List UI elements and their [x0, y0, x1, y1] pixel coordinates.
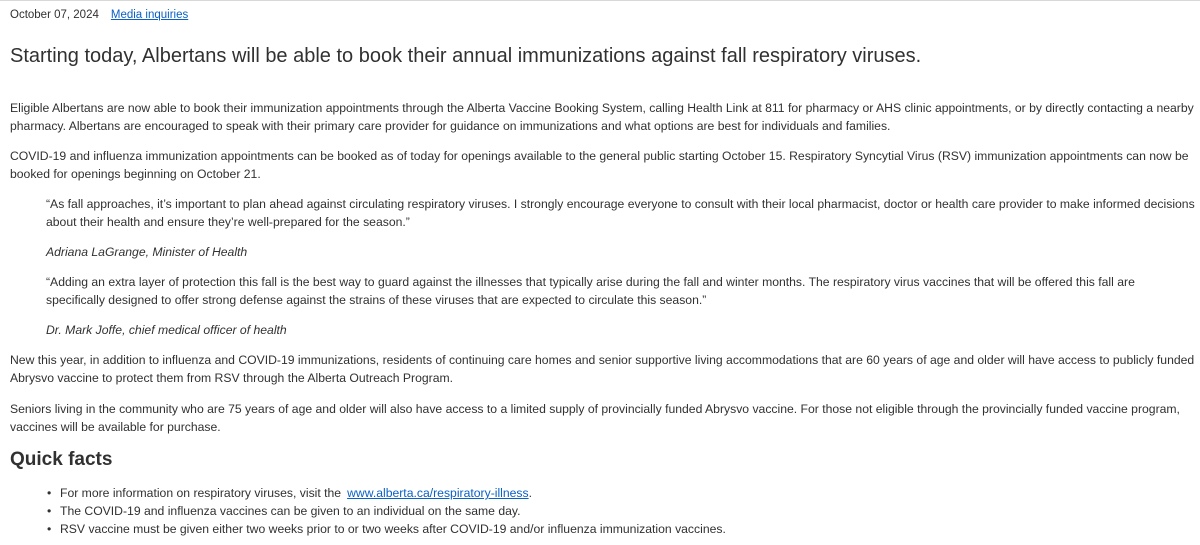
page-headline: Starting today, Albertans will be able to book their annual immunizations against fall respiratory viruses. — [10, 45, 922, 67]
fact-text: The COVID-19 and influenza vaccines can be given to an individual on the same day. — [60, 504, 521, 518]
fact-suffix: . — [528, 486, 533, 500]
bullet-icon: • — [47, 522, 52, 536]
release-date: October 07, 2024 — [10, 9, 99, 21]
respiratory-illness-link[interactable]: www.alberta.ca/respiratory-illness — [347, 486, 529, 500]
booking-paragraph: COVID-19 and influenza immunization appointments can be booked as of today for openings available to the general public starting October 15. Respiratory Syncytial Virus (RSV) immunization appointments can now be booked for openings beginning on October 21. — [10, 149, 1189, 181]
list-item — [0, 502, 726, 520]
bullet-icon: • — [47, 504, 52, 518]
continuing-care-paragraph: New this year, in addition to influenza and COVID-19 immunizations, residents of continuing care homes and senior supportive living accommodations that are 60 years of age and older will have access to publicly funded Abrysvo vaccine to protect them from RSV through the Alberta Outreach Program. — [10, 353, 1195, 385]
fact-text: For more information on respiratory viruses, visit the — [60, 486, 342, 500]
media-inquiries-link[interactable]: Media inquiries — [110, 9, 189, 21]
list-item — [0, 484, 726, 502]
top-divider — [0, 0, 1200, 1]
minister-quote: “As fall approaches, it’s important to plan ahead against circulating respiratory viruses. I strongly encourage everyone to consult with their local pharmacist, doctor or health care provider to make informed decisions about their health and ensure they’re well-prepared for the season.” — [46, 197, 1195, 229]
intro-paragraph: Eligible Albertans are now able to book their immunization appointments through the Alberta Vaccine Booking System, calling Health Link at 811 for pharmacy or AHS clinic appointments, or by directly contacting a nearby pharmacy. Albertans are encouraged to speak with their primary care provider for guidance on immunizations and what options are best for individuals and families. — [10, 101, 1194, 133]
seniors-paragraph: Seniors living in the community who are 75 years of age and older will also have access to a limited supply of provincially funded Abrysvo vaccine. For those not eligible through the provincially funded vaccine program, vaccines will be available for purchase. — [10, 402, 1180, 434]
cmoh-quote: “Adding an extra layer of protection this fall is the best way to guard against the illnesses that typically arise during the fall and winter months. The respiratory virus vaccines that will be offered this fall are specifically designed to offer strong defense against the strains of these viruses that are expected to circulate this season.” — [46, 275, 1135, 307]
release-meta — [10, 8, 188, 22]
quick-facts-heading: Quick facts — [10, 449, 113, 470]
cmoh-attribution: Dr. Mark Joffe, chief medical officer of health — [46, 323, 287, 337]
fact-text: RSV vaccine must be given either two weeks prior to or two weeks after COVID-19 and/or influenza immunization vaccines. — [60, 522, 726, 536]
quick-facts-list — [0, 484, 726, 538]
list-item — [0, 520, 726, 538]
bullet-icon: • — [47, 486, 52, 500]
minister-attribution: Adriana LaGrange, Minister of Health — [46, 245, 248, 259]
